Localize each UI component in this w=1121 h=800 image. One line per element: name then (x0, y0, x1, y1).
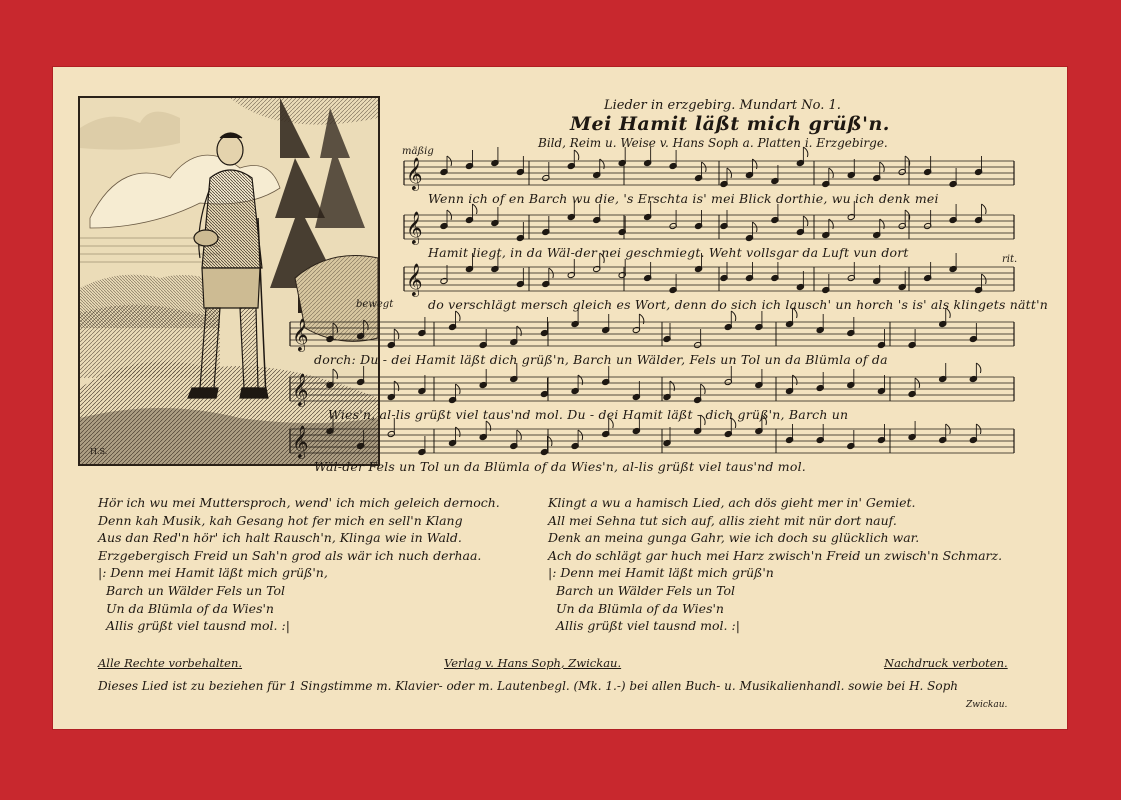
lyric-line: dorch: Du - dei Hamit läßt dich grüß'n, Barch un Wälder, Fels un Tol un da Blümla of da (314, 352, 888, 367)
treble-clef-icon: 𝄞 (292, 425, 309, 458)
note-flag (578, 375, 583, 385)
svg-text:H.S.: H.S. (90, 447, 108, 456)
tempo-marking-second: bewegt (356, 299, 394, 310)
song-series-label: Lieder in erzgebirg. Mundart No. 1. (604, 98, 841, 113)
verse-right (548, 494, 1002, 635)
verse-line: Barch un Wälder Fels un Tol (556, 582, 736, 598)
publisher-notice: Verlag v. Hans Soph, Zwickau. (444, 656, 622, 670)
verse-line: Barch un Wälder Fels un Tol (106, 582, 286, 598)
lyric-line: Wenn ich of en Barch wu die, 's Erschta is' mei Blick dorthie, wu ich denk mei (428, 191, 939, 206)
note-flag (574, 150, 579, 160)
verse-line: Aus dan Red'n hör' ich halt Rausch'n, Klinga wie in Wald. (98, 530, 462, 546)
note-flag (600, 159, 605, 169)
verse-line: Klingt a wu a hamisch Lied, ach dös gieht mer in' Gemiet. (548, 495, 916, 510)
note-flag (829, 219, 834, 229)
tempo-marking-first: mäßig (402, 146, 434, 157)
note-flag (982, 204, 987, 214)
availability-note: Dieses Lied ist zu beziehen für 1 Singstimme m. Klavier- oder m. Lautenbegl. (Mk. 1.-) bei allen Buch- u. Musikalienhandl. sowie bei H. Soph (98, 679, 959, 693)
note-flag (517, 326, 522, 336)
verse-line: Un da Blümla of da Wies'n (106, 600, 274, 616)
music-notation-icon (52, 66, 1068, 486)
verse-left (98, 494, 500, 635)
note-flag (333, 369, 338, 379)
treble-clef-icon: 𝄞 (292, 373, 309, 406)
note-flag (880, 219, 885, 229)
note-flag (639, 314, 644, 324)
note-flag (752, 159, 757, 169)
postcard (52, 66, 1068, 730)
verse-line: Denn kah Musik, kah Gesang hot fer mich en sell'n Klang (98, 512, 463, 528)
publisher-place: Zwickau. (966, 700, 1008, 710)
rit-marking: rit. (1002, 254, 1018, 265)
verse-line: Ach do schlägt gar huch mei Harz zwisch'n Freid un zwisch'n Schmarz. (548, 547, 1003, 563)
verse-line: Hör ich wu mei Muttersproch, wend' ich mich geleich dernoch. (98, 495, 500, 510)
song-title: Mei Hamit läßt mich grüß'n. (570, 113, 890, 135)
lyric-line: do verschlägt mersch gleich es Wort, denn do sich ich lausch' un horch 's is' als klingets nätt'n (428, 297, 1049, 312)
verse-line: Erzgebergisch Freid un Sah'n grod als wär ich nuch derhaa. (98, 547, 482, 563)
lyric-line: Hamit liegt, in da Wäl-der nei geschmiegt. Weht vollsgar da Luft vun dort (428, 245, 909, 260)
lyric-line: Wäl-der Fels un Tol un da Blümla of da Wies'n, al-lis grüßt viel taus'nd mol. (314, 459, 806, 474)
note-flag (793, 375, 798, 385)
treble-clef-icon: 𝄞 (406, 157, 423, 190)
verse-line: Un da Blümla of da Wies'n (556, 600, 724, 616)
verse-line: |: Denn mei Hamit läßt mich grüß'n (548, 565, 774, 581)
note-flag (486, 421, 491, 431)
note-flag (731, 311, 736, 321)
lyric-line: Wies'n, al-lis grüßt viel taus'nd mol. Du - dei Hamit läßt - dich grüß'n, Barch un (328, 407, 849, 422)
verse-line: |: Denn mei Hamit läßt mich grüß'n, (98, 565, 328, 581)
song-credit: Bild, Reim u. Weise v. Hans Soph a. Platten i. Erzgebirge. (538, 136, 888, 150)
note-flag (803, 147, 808, 157)
treble-clef-icon: 𝄞 (292, 318, 309, 351)
note-flag (456, 311, 461, 321)
verse-line: All mei Sehna tut sich auf, allis zieht mit nür dort nauf. (548, 512, 897, 528)
note-flag (976, 363, 981, 373)
verse-line: Allis grüßt viel tausnd mol. :| (556, 618, 740, 634)
note-flag (364, 320, 369, 330)
verse-line: Denk an meina gunga Gahr, wie ich doch su glücklich war. (548, 530, 920, 546)
treble-clef-icon: 𝄞 (406, 211, 423, 244)
treble-clef-icon: 𝄞 (406, 263, 423, 296)
note-flag (670, 381, 675, 391)
reprint-notice: Nachdruck verboten. (884, 656, 1008, 670)
note-flag (394, 381, 399, 391)
rights-notice: Alle Rechte vorbehalten. (98, 656, 243, 670)
verse-line: Allis grüßt viel tausnd mol. :| (106, 618, 290, 634)
note-flag (456, 427, 461, 437)
